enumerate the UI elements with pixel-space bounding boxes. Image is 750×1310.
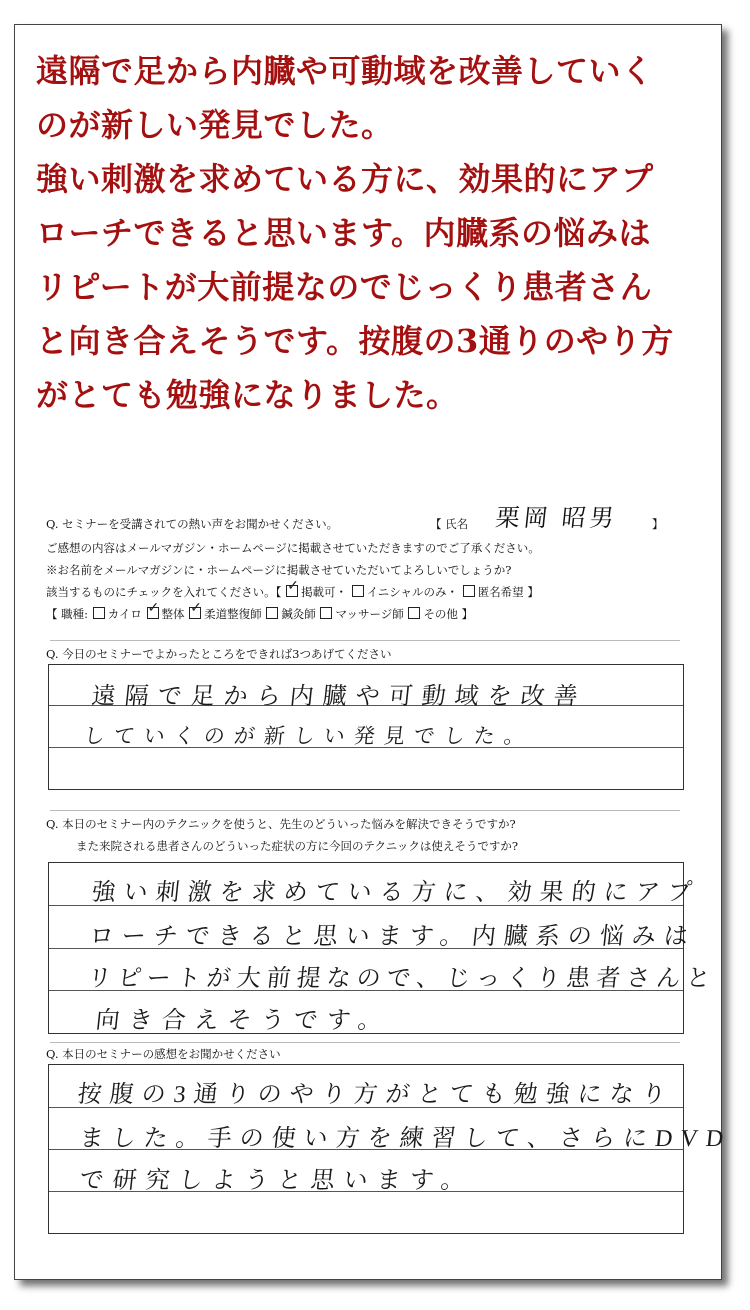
question-3: Q. 本日のセミナーの感想をお聞かせください: [46, 1047, 281, 1061]
checkbox-judo[interactable]: [189, 607, 201, 619]
checkbox-massage[interactable]: [320, 607, 332, 619]
answer-1-line: 遠隔で足から内臓や可動域を改善: [90, 684, 588, 710]
job-acupuncture: 鍼灸師: [281, 607, 316, 621]
checkbox-seitai[interactable]: [147, 607, 159, 619]
summary-line: がとても勉強になりました。: [36, 376, 459, 414]
job-row: [46, 606, 473, 622]
divider: [50, 1042, 680, 1043]
checkbox-other[interactable]: [408, 607, 420, 619]
form-title: Q. セミナーを受講されての熱い声をお聞かせください。: [46, 517, 339, 531]
option-initials: イニシャルのみ・: [366, 585, 459, 599]
notice-line: ご感想の内容はメールマガジン・ホームページに掲載させていただきますのでご了承ください。: [46, 541, 540, 555]
option-anonymous: 匿名希望: [477, 585, 524, 599]
answer-3-line: ました。手の使い方を練習して、さらにDVD: [78, 1126, 733, 1152]
summary-line: 遠隔で足から内臓や可動域を改善していく: [36, 52, 654, 90]
consent-row: [46, 584, 539, 600]
answer-3-line: 按腹の3通りのやり方がとても勉強になり: [76, 1082, 675, 1108]
summary-line: ローチできると思います。内臓系の悩みは: [36, 214, 651, 252]
answer-2-line: リピートが大前提なので、じっくり患者さんと: [86, 966, 718, 992]
summary-line: リピートが大前提なのでじっくり患者さん: [36, 268, 653, 306]
question-2-line-1: Q. 本日のセミナー内のテクニックを使うと、先生のどういった悩みを解決できそうですか?: [46, 817, 516, 831]
question-1: Q. 今日のセミナーでよかったところをできれば3つあげてください: [46, 647, 392, 661]
job-massage: マッサージ師: [335, 607, 404, 621]
answer-2-line: 向き合えそうです。: [94, 1008, 393, 1034]
checkbox-anonymous[interactable]: [463, 585, 475, 597]
job-suffix: 】: [461, 607, 474, 621]
answer-2-line: 強い刺激を求めている方に、効果的にアプ: [90, 880, 701, 906]
summary-line: と向き合えそうです。按腹の3通りのやり方: [36, 322, 674, 360]
name-label: 【 氏名: [430, 517, 469, 531]
name-signature: 栗岡 昭男: [494, 506, 619, 532]
summary-line: のが新しい発見でした。: [36, 106, 394, 144]
question-2-line-2: また来院される患者さんのどういった症状の方に今回のテクニックは使えそうですか?: [76, 839, 519, 853]
job-other: その他: [423, 607, 458, 621]
checkbox-initials[interactable]: [352, 585, 364, 597]
name-close: 】: [652, 517, 664, 531]
divider: [50, 810, 680, 811]
answer-2-line: ローチできると思います。内臓系の悩みは: [88, 924, 698, 950]
job-judo: 柔道整復師: [204, 607, 262, 621]
answer-3-line: で研究しようと思います。: [78, 1168, 476, 1194]
checkbox-publish[interactable]: [286, 585, 298, 597]
option-publish: 掲載可・: [301, 585, 348, 599]
consent-suffix: 】: [527, 585, 539, 599]
job-seitai: 整体: [161, 607, 185, 621]
job-prefix: 【 職種:: [46, 607, 89, 621]
consent-prefix: 該当するものにチェックを入れてください。【: [46, 585, 282, 599]
checkbox-chiro[interactable]: [93, 607, 105, 619]
summary-line: 強い刺激を求めている方に、効果的にアプ: [36, 160, 654, 198]
answer-1-line: していくのが新しい発見でした。: [82, 724, 536, 748]
divider: [50, 640, 680, 641]
consent-question: ※お名前をメールマガジンに・ホームページに掲載させていただいてよろしいでしょうか?: [46, 563, 512, 577]
job-chiro: カイロ: [107, 607, 142, 621]
checkbox-acupuncture[interactable]: [266, 607, 278, 619]
